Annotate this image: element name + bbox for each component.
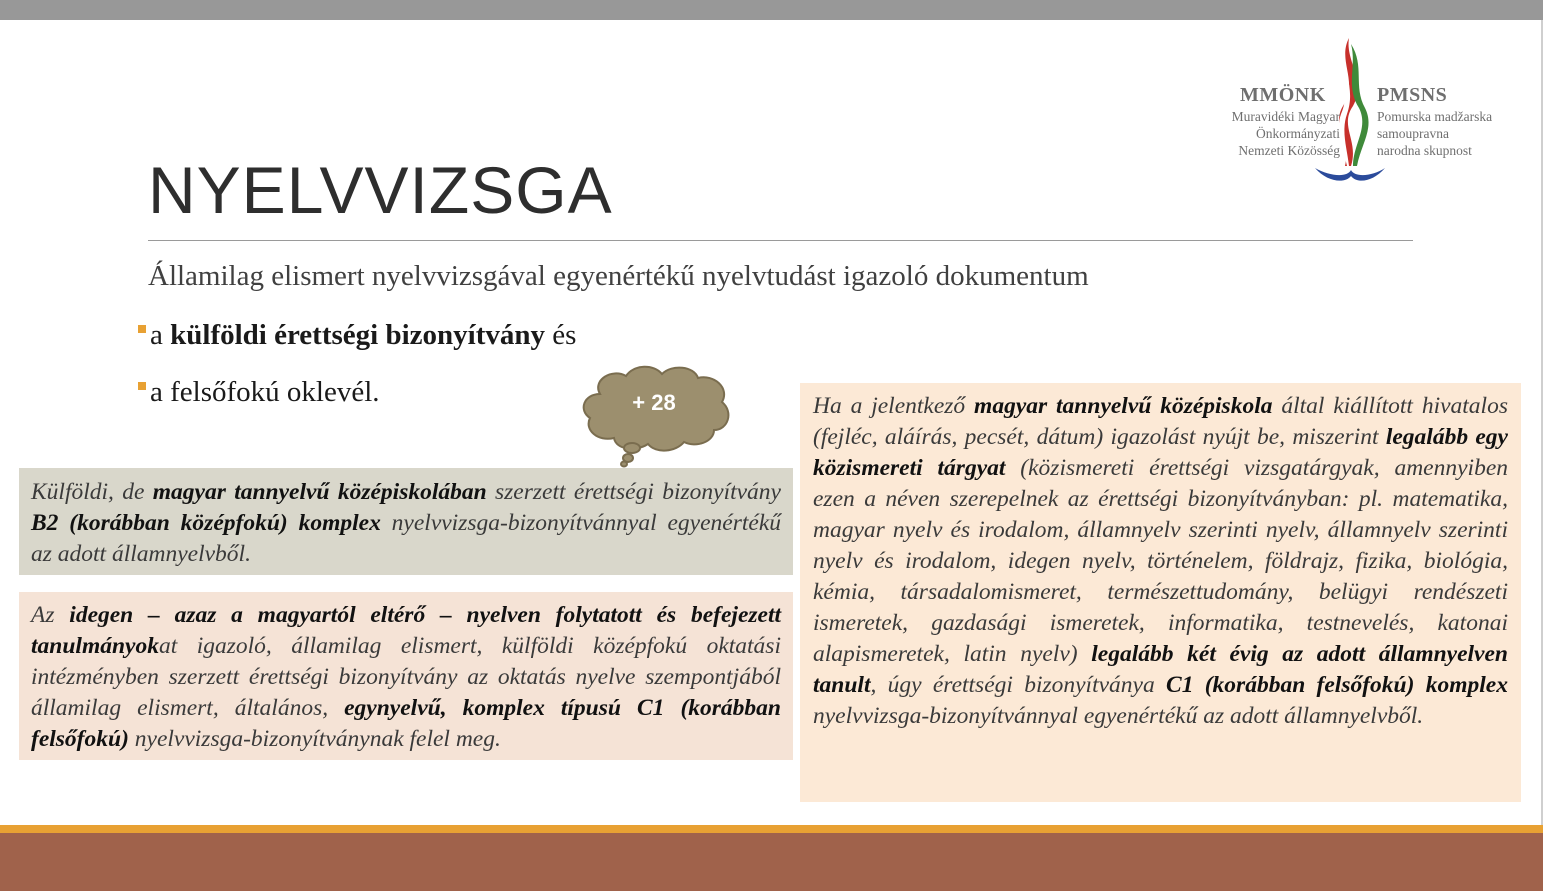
box-text: (közismereti érettségi vizsgatárgyak, amennyiben ezen a néven szerepelnek az érettségi bizonyítványban: pl. matematika, magyar nyelv és irodalom, államnyelv szerinti nyelv, államnyelv szerinti nyelv és irodalom, idegen nyelv, történelem, földrajz, fizika, biológia, kémia, társadalomismeret, természettudomány, belügyi rendészeti ismeretek, gazdasági ismeretek, informatika, testnevelés, katonai alapismeretek, latin nyelv) (813, 455, 1508, 667)
slide-subtitle: Államilag elismert nyelvvizsgával egyenértékű nyelvtudást igazoló dokumentum (148, 260, 1089, 292)
box-text: Az (31, 602, 70, 628)
logo-right-line: samoupravna (1377, 126, 1449, 141)
bullet-bold-text: külföldi érettségi bizonyítvány (170, 319, 545, 351)
box-bold-text: egynyelvű, komplex típusú C1 (korábban felsőfokú) (31, 695, 781, 752)
box-bold-text: magyar tannyelvű középiskolában (152, 479, 487, 505)
slide-title: NYELVVIZSGA (148, 153, 613, 227)
logo-right-line: narodna skupnost (1377, 143, 1472, 158)
info-box-peach-right (800, 383, 1521, 802)
info-box-peach-left (19, 592, 793, 760)
bullet-square-icon (138, 382, 146, 390)
box-bold-text: legalább egy közismereti tárgyat (813, 424, 1508, 481)
box-text: nyelvvizsga-bizonyítvánnyal egyenértékű az adott államnyelvből. (31, 510, 781, 567)
bubble-count-label: + 28 (632, 390, 676, 415)
box-text: nyelvvizsga-bizonyítványnak felel meg. (128, 726, 501, 752)
logo-right-abbr: PMSNS (1377, 84, 1448, 106)
box-text: Külföldi, de (31, 479, 153, 505)
box-bold-text: legalább két évig az adott államnyelven tanult (813, 641, 1508, 698)
title-divider (148, 240, 1413, 241)
box-bold-text: B2 (korábban középfokú) komplex (31, 510, 381, 536)
box-bold-text: C1 (korábban felsőfokú) komplex (1166, 672, 1508, 698)
box-text: , úgy érettségi bizonyítványa (870, 672, 1167, 698)
box-text: nyelvvizsga-bizonyítvánnyal egyenértékű az adott államnyelvből. (813, 703, 1424, 729)
footer-bar (0, 833, 1543, 891)
bullet-square-icon (138, 325, 146, 333)
box-text: at igazoló, államilag elismert, külföldi középfokú oktatási intézményben szerzett érettségi bizonyítvány az oktatás nyelve szempontjából államilag elismert, általános, (31, 633, 781, 721)
footer-accent-line (0, 825, 1543, 833)
thought-bubble-icon (578, 364, 733, 468)
box-bold-text: idegen – azaz a magyartól eltérő – nyelven folytatott és befejezett tanulmányok (31, 602, 782, 659)
logo-left-line: Muravidéki Magyar (1231, 109, 1340, 124)
box-bold-text: magyar tannyelvű középiskola (974, 393, 1273, 419)
logo-left-abbr: MMÖNK (1240, 84, 1326, 106)
logo (1212, 36, 1512, 186)
bullet-text: a (150, 319, 171, 351)
box-text: szerzett érettségi bizonyítvány (486, 479, 781, 505)
top-bar (0, 0, 1543, 20)
logo-left-line: Önkormányzati (1256, 126, 1340, 141)
bullet-text: a felsőfokú oklevél. (150, 376, 380, 408)
logo-left-line: Nemzeti Közösség (1238, 143, 1340, 158)
box-text: által kiállított hivatalos (fejléc, aláírás, pecsét, dátum) igazolást nyújt be, miszerint (813, 393, 1508, 450)
box-text: Ha a jelentkező (813, 393, 975, 419)
bullet-item (138, 376, 380, 409)
logo-right-line: Pomurska madžarska (1377, 109, 1493, 124)
info-box-grey (19, 468, 793, 575)
bullet-text: és (545, 319, 577, 351)
bullet-item (138, 319, 576, 352)
